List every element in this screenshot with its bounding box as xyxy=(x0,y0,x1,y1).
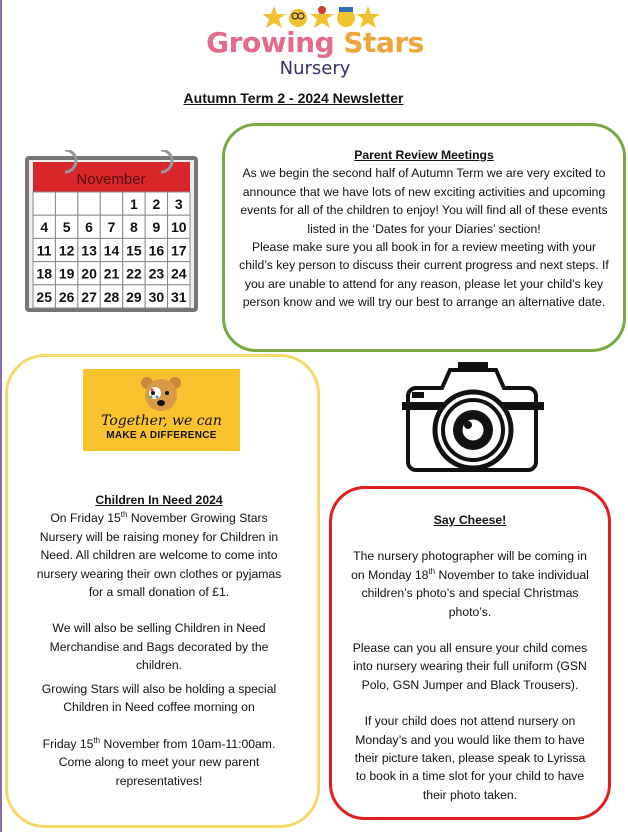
calendar-day: 14 xyxy=(103,242,120,259)
calendar-cell xyxy=(78,192,100,215)
calendar-cell xyxy=(100,192,122,215)
calendar-day: 10 xyxy=(170,219,187,236)
parent-review-box xyxy=(222,123,626,352)
logo-title xyxy=(190,26,440,60)
pudsey-bear-icon xyxy=(139,373,183,413)
calendar-day: 26 xyxy=(58,288,75,305)
calendar-day: 9 xyxy=(152,219,161,236)
cin-banner-line-2: MAKE A DIFFERENCE xyxy=(106,430,217,441)
calendar-day: 23 xyxy=(148,265,165,282)
cin-para-1: On Friday 15th November Growing Stars Nursery will be raising money for Children in Need. All children are welcome to come into nursery wearing their own clothes or pyjamas for a small donation of £1. xyxy=(36,510,282,600)
say-cheese-para-2: Please can you all ensure your child comes into nursery wearing their full uniform (GSN Polo, GSN Jumper and Black Trousers). xyxy=(352,641,588,692)
cin-para-2: We will also be selling Children in Need Merchandise and Bags decorated by the children. xyxy=(49,621,269,673)
children-in-need-text-2 xyxy=(28,680,290,790)
say-cheese-para-1: The nursery photographer will be coming in on Monday 18th November to take individual children’s photo’s and special Christmas photo’s. xyxy=(351,549,589,619)
calendar-day: 12 xyxy=(58,242,75,259)
calendar-day: 16 xyxy=(148,242,165,259)
calendar-day: 20 xyxy=(81,265,97,282)
calendar-day: 4 xyxy=(40,219,49,236)
calendar-day: 18 xyxy=(36,265,53,282)
calendar-day: 25 xyxy=(36,288,53,305)
calendar-cell xyxy=(33,192,55,215)
calendar-day: 15 xyxy=(126,242,142,259)
calendar-day: 27 xyxy=(81,288,97,305)
calendar-cell xyxy=(55,192,77,215)
calendar-month-label: November xyxy=(76,171,146,188)
calendar-day: 19 xyxy=(58,265,75,282)
cin-para-3: Growing Stars will also be holding a special Children in Need coffee morning on xyxy=(41,682,277,715)
calendar-day: 6 xyxy=(85,219,93,236)
calendar-day: 2 xyxy=(152,196,161,212)
calendar-day: 24 xyxy=(170,265,187,282)
calendar-day: 5 xyxy=(62,219,71,236)
calendar-day: 7 xyxy=(107,219,116,236)
parent-review-para-1: As we begin the second half of Autumn Term we are very excited to announce that we have lots of new exciting activities and upcoming events for all of the children to enjoy! You will find all of these events listed in the ‘Dates for your Diaries’ section! xyxy=(240,166,608,236)
cin-para-4: Friday 15th November from 10am-11:00am. Come along to meet your new parent representatives! xyxy=(42,735,276,788)
calendar-day: 17 xyxy=(170,242,187,259)
cin-banner-line-1: Together, we can xyxy=(101,413,222,429)
parent-review-heading: Parent Review Meetings xyxy=(354,148,494,162)
logo-word-2: Stars xyxy=(343,26,424,59)
say-cheese-heading: Say Cheese! xyxy=(433,513,507,527)
calendar-day: 31 xyxy=(170,288,187,305)
children-in-need-banner xyxy=(83,369,240,451)
children-in-need-heading: Children In Need 2024 xyxy=(95,493,223,507)
newsletter-title: Autumn Term 2 - 2024 Newsletter xyxy=(183,90,404,106)
calendar-day: 28 xyxy=(103,288,120,305)
page-left-rule xyxy=(0,0,2,832)
calendar-day: 8 xyxy=(130,219,138,236)
children-in-need-text xyxy=(28,491,290,675)
calendar-day: 3 xyxy=(174,196,183,212)
logo-word-1: Growing xyxy=(206,26,335,59)
calendar-day: 1 xyxy=(130,196,138,212)
calendar-day: 30 xyxy=(148,288,165,305)
camera-icon xyxy=(398,362,548,477)
nursery-logo xyxy=(190,2,440,82)
logo-subtitle: Nursery xyxy=(279,58,351,79)
say-cheese-box xyxy=(329,486,611,820)
calendar-day: 11 xyxy=(36,242,52,259)
calendar-day: 13 xyxy=(81,242,97,259)
calendar-day: 29 xyxy=(126,288,142,305)
say-cheese-para-3: If your child does not attend nursery on Monday’s and you would like them to have their picture taken, please speak to Lyrissa to book in a time slot for your child to have their photo taken. xyxy=(354,714,586,802)
calendar-day: 22 xyxy=(126,265,142,282)
calendar-illustration xyxy=(25,150,198,312)
parent-review-para-2: Please make sure you all book in for a review meeting with your child’s key person to discuss their current progress and next steps. If you are unable to attend for any reason, please let your child’s key person know and we will try our best to arrange an alternative date. xyxy=(239,240,609,310)
calendar-day: 21 xyxy=(103,265,120,282)
